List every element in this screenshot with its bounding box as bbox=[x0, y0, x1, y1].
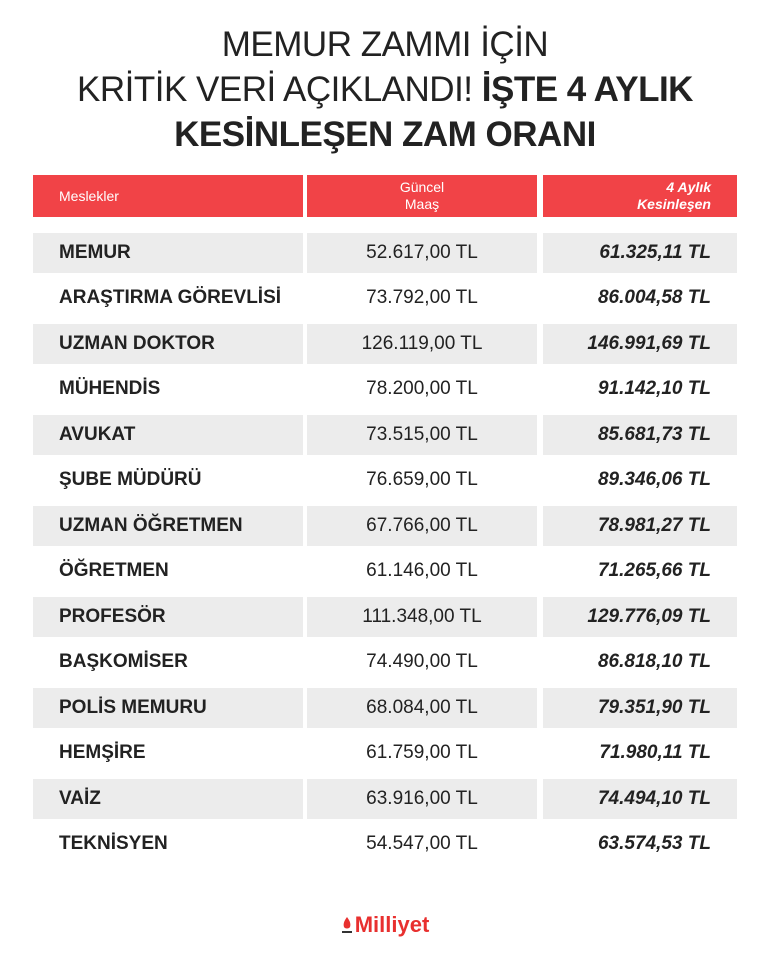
table-body bbox=[33, 230, 737, 867]
table-row bbox=[33, 276, 737, 322]
profession-cell: BAŞKOMİSER bbox=[59, 651, 188, 673]
profession-cell: MEMUR bbox=[33, 233, 303, 273]
final-salary-cell: 61.325,11 TL bbox=[543, 233, 737, 273]
current-salary-cell: 61.146,00 TL bbox=[366, 560, 478, 582]
final-salary-cell: 78.981,27 TL bbox=[543, 506, 737, 546]
final-salary-cell: 89.346,06 TL bbox=[597, 469, 711, 491]
header-current-salary bbox=[307, 175, 537, 217]
table-row bbox=[33, 230, 737, 276]
current-salary-cell: 52.617,00 TL bbox=[307, 233, 537, 273]
table-row bbox=[33, 458, 737, 504]
headline-line-1: MEMUR ZAMMI İÇİN bbox=[221, 25, 549, 64]
table-row bbox=[33, 640, 737, 686]
final-salary-cell: 63.574,53 TL bbox=[597, 833, 711, 855]
table-row bbox=[33, 685, 737, 731]
header-final-salary bbox=[543, 175, 737, 217]
profession-cell: UZMAN DOKTOR bbox=[33, 324, 303, 364]
table-row bbox=[33, 412, 737, 458]
final-salary-cell: 129.776,09 TL bbox=[543, 597, 737, 637]
current-salary-cell: 73.515,00 TL bbox=[307, 415, 537, 455]
table-row bbox=[33, 731, 737, 777]
final-salary-cell: 91.142,10 TL bbox=[597, 378, 711, 400]
current-salary-cell: 74.490,00 TL bbox=[366, 651, 478, 673]
header-professions: Meslekler bbox=[33, 175, 303, 217]
final-salary-cell: 86.004,58 TL bbox=[597, 287, 711, 309]
profession-cell: POLİS MEMURU bbox=[33, 688, 303, 728]
headline-line-3: KESİNLEŞEN ZAM ORANI bbox=[174, 115, 596, 154]
headline bbox=[0, 22, 770, 157]
table-row bbox=[33, 367, 737, 413]
headline-line-2-regular: KRİTİK VERİ AÇIKLANDI! bbox=[77, 70, 473, 109]
header-final-line1: 4 Aylık bbox=[666, 179, 711, 195]
final-salary-cell: 79.351,90 TL bbox=[543, 688, 737, 728]
profession-cell: ARAŞTIRMA GÖREVLİSİ bbox=[59, 287, 282, 309]
milliyet-logo bbox=[0, 912, 770, 938]
current-salary-cell: 61.759,00 TL bbox=[366, 742, 478, 764]
table-row bbox=[33, 594, 737, 640]
current-salary-cell: 54.547,00 TL bbox=[366, 833, 478, 855]
current-salary-cell: 73.792,00 TL bbox=[366, 287, 478, 309]
profession-cell: TEKNİSYEN bbox=[59, 833, 168, 855]
headline-line-2-bold: İŞTE 4 AYLIK bbox=[481, 70, 693, 109]
final-salary-cell: 71.980,11 TL bbox=[599, 742, 711, 764]
current-salary-cell: 67.766,00 TL bbox=[307, 506, 537, 546]
table-row bbox=[33, 549, 737, 595]
profession-cell: MÜHENDİS bbox=[59, 378, 161, 400]
current-salary-cell: 76.659,00 TL bbox=[366, 469, 478, 491]
final-salary-cell: 71.265,66 TL bbox=[597, 560, 711, 582]
current-salary-cell: 63.916,00 TL bbox=[307, 779, 537, 819]
header-current-line1: Güncel bbox=[399, 179, 445, 195]
current-salary-cell: 78.200,00 TL bbox=[366, 378, 478, 400]
profession-cell: UZMAN ÖĞRETMEN bbox=[33, 506, 303, 546]
logo-text: Milliyet bbox=[354, 912, 430, 937]
profession-cell: HEMŞİRE bbox=[59, 742, 146, 764]
profession-cell: ÖĞRETMEN bbox=[59, 560, 169, 582]
table-row bbox=[33, 776, 737, 822]
flame-icon bbox=[341, 916, 353, 934]
table-header bbox=[33, 175, 737, 217]
final-salary-cell: 85.681,73 TL bbox=[543, 415, 737, 455]
profession-cell: VAİZ bbox=[33, 779, 303, 819]
table-row bbox=[33, 822, 737, 868]
table-row bbox=[33, 503, 737, 549]
current-salary-cell: 68.084,00 TL bbox=[307, 688, 537, 728]
current-salary-cell: 126.119,00 TL bbox=[307, 324, 537, 364]
table-row bbox=[33, 321, 737, 367]
final-salary-cell: 74.494,10 TL bbox=[543, 779, 737, 819]
profession-cell: AVUKAT bbox=[33, 415, 303, 455]
salary-table bbox=[33, 175, 737, 867]
header-current-line2: Maaş bbox=[404, 196, 440, 212]
final-salary-cell: 86.818,10 TL bbox=[597, 651, 711, 673]
final-salary-cell: 146.991,69 TL bbox=[543, 324, 737, 364]
header-final-line2: Kesinleşen bbox=[637, 196, 711, 212]
current-salary-cell: 111.348,00 TL bbox=[307, 597, 537, 637]
profession-cell: ŞUBE MÜDÜRÜ bbox=[59, 469, 202, 491]
profession-cell: PROFESÖR bbox=[33, 597, 303, 637]
headline-line-2 bbox=[0, 67, 770, 112]
